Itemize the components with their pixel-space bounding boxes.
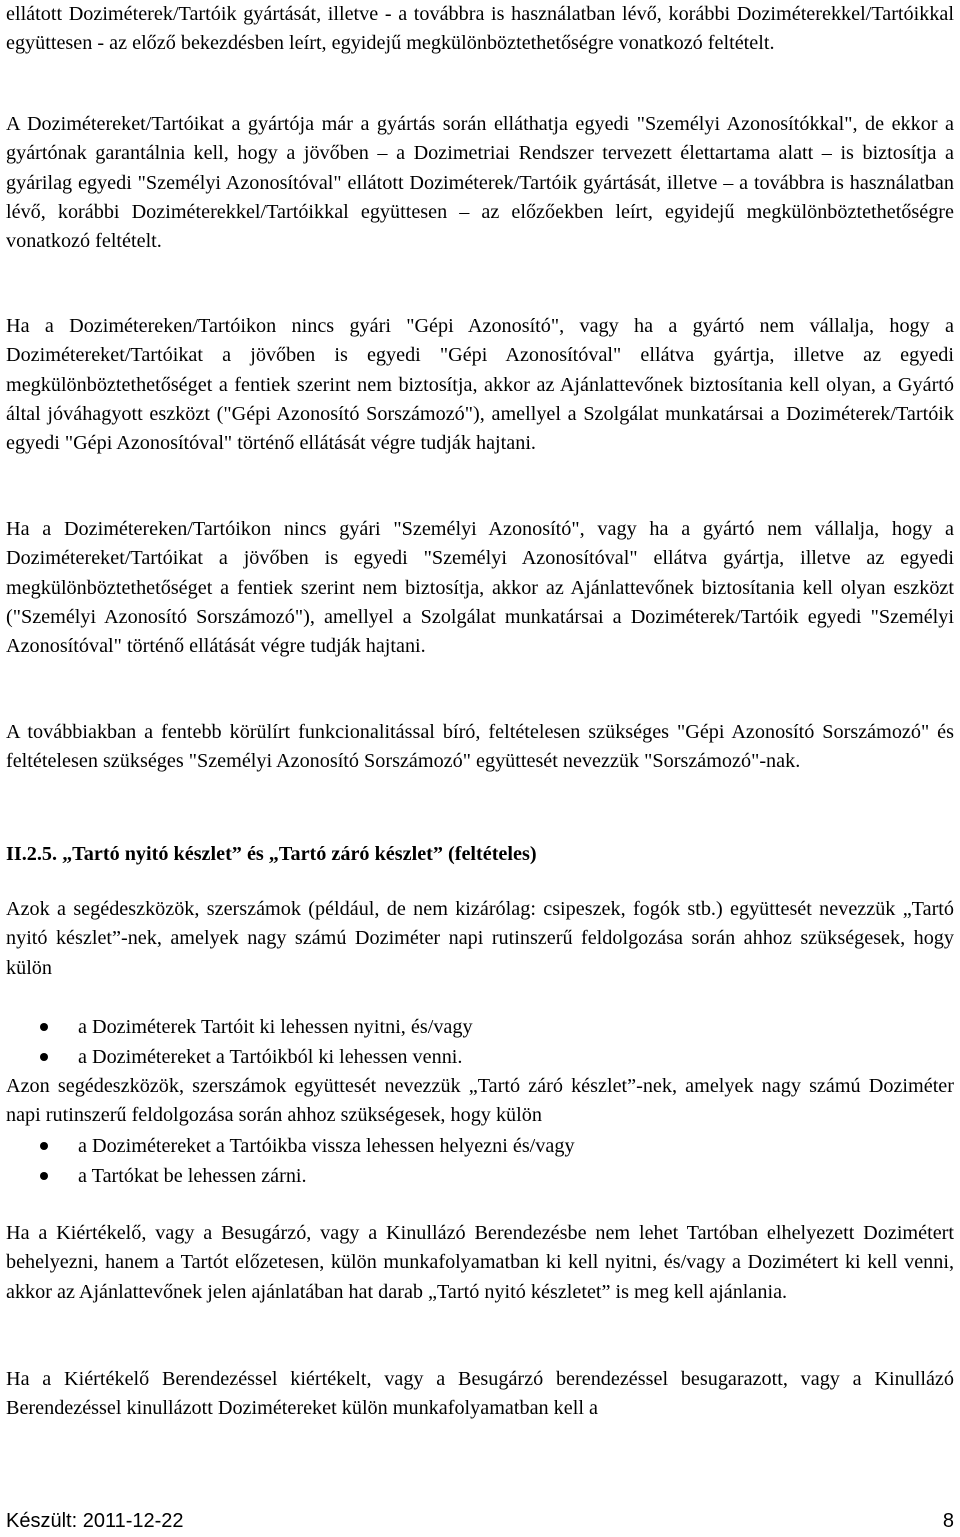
list-item bbox=[6, 1012, 954, 1042]
footer-page-number: 8 bbox=[942, 1510, 954, 1532]
bullet-icon bbox=[40, 1172, 48, 1180]
list-item-text: a Dozimétereket a Tartóikból ki lehessen venni. bbox=[78, 1046, 463, 1068]
paragraph-gepi-azonosito-sorszamozo: Ha a Dozimétereken/Tartóikon nincs gyári "Gépi Azonosító", vagy ha a gyártó nem vállalja, hogy a Dozimétereket/Tartóikat a jövőben is egyedi "Gépi Azonosítóval" ellátva gyártja, illetve az egyedi megkülönböztethetőséget a fentiek szerint nem biztosítja, akkor az Ajánlattevőnek biztosítania kell olyan, a Gyártó által jóváhagyott eszközt ("Gépi Azonosító Sorszámozó"), amellyel a Szolgálat munkatársai a Doziméterek/Tartóik egyedi "Gépi Azonosítóval" történő ellátását végre tudják hajtani. bbox=[6, 315, 954, 455]
paragraph-kiertekelo-berendezes: Ha a Kiértékelő, vagy a Besugárzó, vagy a Kinullázó Berendezésbe nem lehet Tartóban elhelyezett Dozimétert behelyezni, hanem a Tartót előzetesen, külön munkafolyamatban ki kell nyitni, és/vagy a Dozimétert ki kell venni, akkor az Ajánlattevőnek jelen ajánlatában hat darab „Tartó nyitó készletet” is meg kell ajánlania. bbox=[6, 1222, 954, 1303]
bullet-icon bbox=[40, 1142, 48, 1150]
section-heading: II.2.5. „Tartó nyitó készlet” és „Tartó záró készlet” (feltételes) bbox=[6, 843, 537, 865]
paragraph-szemelyi-azonosito: A Dozimétereket/Tartóikat a gyártója már a gyártás során elláthatja egyedi "Személyi Azonosítókkal", de ekkor a gyártónak garantálnia kell, hogy a jövőben – a Dozimetriai Rendszer tervezett élettartama alatt – is biztosítja a gyárilag egyedi "Személyi Azonosítóval" ellátott Doziméterek/Tartóik gyártását, illetve – a továbbra is használatban lévő, korábbi Doziméterekkel/Tartóikkal együttesen – az előzőekben leírt, egyidejű megkülönböztethetőségre vonatkozó feltételt. bbox=[6, 113, 954, 253]
list-item bbox=[6, 1131, 954, 1161]
list-item-text: a Tartókat be lehessen zárni. bbox=[78, 1165, 307, 1187]
page-footer bbox=[6, 1506, 954, 1536]
bullet-list-nyito bbox=[6, 1012, 954, 1072]
list-item-text: a Doziméterek Tartóit ki lehessen nyitni, és/vagy bbox=[78, 1016, 473, 1038]
paragraph-nyito-keszlet: Azok a segédeszközök, szerszámok (például, de nem kizárólag: csipeszek, fogók stb.) együttesét nevezzük „Tartó nyitó készlet”-nek, amelyek nagy számú Doziméter napi rutinszerű feldolgozása során ahhoz szükségesek, hogy külön bbox=[6, 898, 954, 979]
bullet-icon bbox=[40, 1053, 48, 1061]
paragraph-zaro-keszlet: Azon segédeszközök, szerszámok együttesét nevezzük „Tartó záró készlet”-nek, amelyek nagy számú Doziméter napi rutinszerű feldolgozása során ahhoz szükségesek, hogy külön bbox=[6, 1075, 954, 1127]
paragraph-munkafolyamat: Ha a Kiértékelő Berendezéssel kiértékelt, vagy a Besugárzó berendezéssel besugarazott, vagy a Kinullázó Berendezéssel kinullázott Dozimétereket külön munkafolyamatban kell a bbox=[6, 1368, 954, 1420]
paragraph-continuation: ellátott Doziméterek/Tartóik gyártását, illetve - a továbbra is használatban lévő, korábbi Doziméterekkel/Tartóikkal együttesen - az előző bekezdésben leírt, egyidejű megkülönböztethetőségre vonatkozó feltételt. bbox=[6, 3, 954, 55]
list-item bbox=[6, 1161, 954, 1191]
footer-created-date: Készült: 2011-12-22 bbox=[6, 1510, 184, 1532]
list-item-text: a Dozimétereket a Tartóikba vissza lehessen helyezni és/vagy bbox=[78, 1135, 575, 1157]
paragraph-sorszamozo-definition: A továbbiakban a fentebb körülírt funkcionalitással bíró, feltételesen szükséges "Gépi Azonosító Sorszámozó" és feltételesen szükséges "Személyi Azonosító Sorszámozó" együttesét nevezzük "Sorszámozó"-nak. bbox=[6, 721, 954, 773]
bullet-list-zaro bbox=[6, 1131, 954, 1191]
list-item bbox=[6, 1042, 954, 1072]
paragraph-szemelyi-azonosito-sorszamozo: Ha a Dozimétereken/Tartóikon nincs gyári "Személyi Azonosító", vagy ha a gyártó nem vállalja, hogy a Dozimétereket/Tartóikat a jövőben is egyedi "Személyi Azonosítóval" ellátva gyártja, illetve az egyedi megkülönböztethetőséget a fentiek szerint nem biztosítja, akkor az Ajánlattevőnek biztosítania kell olyan eszközt ("Személyi Azonosító Sorszámozó"), amellyel a Szolgálat munkatársai a Doziméterek/Tartóik egyedi "Személyi Azonosítóval" történő ellátását végre tudják hajtani. bbox=[6, 518, 954, 658]
bullet-icon bbox=[40, 1023, 48, 1031]
